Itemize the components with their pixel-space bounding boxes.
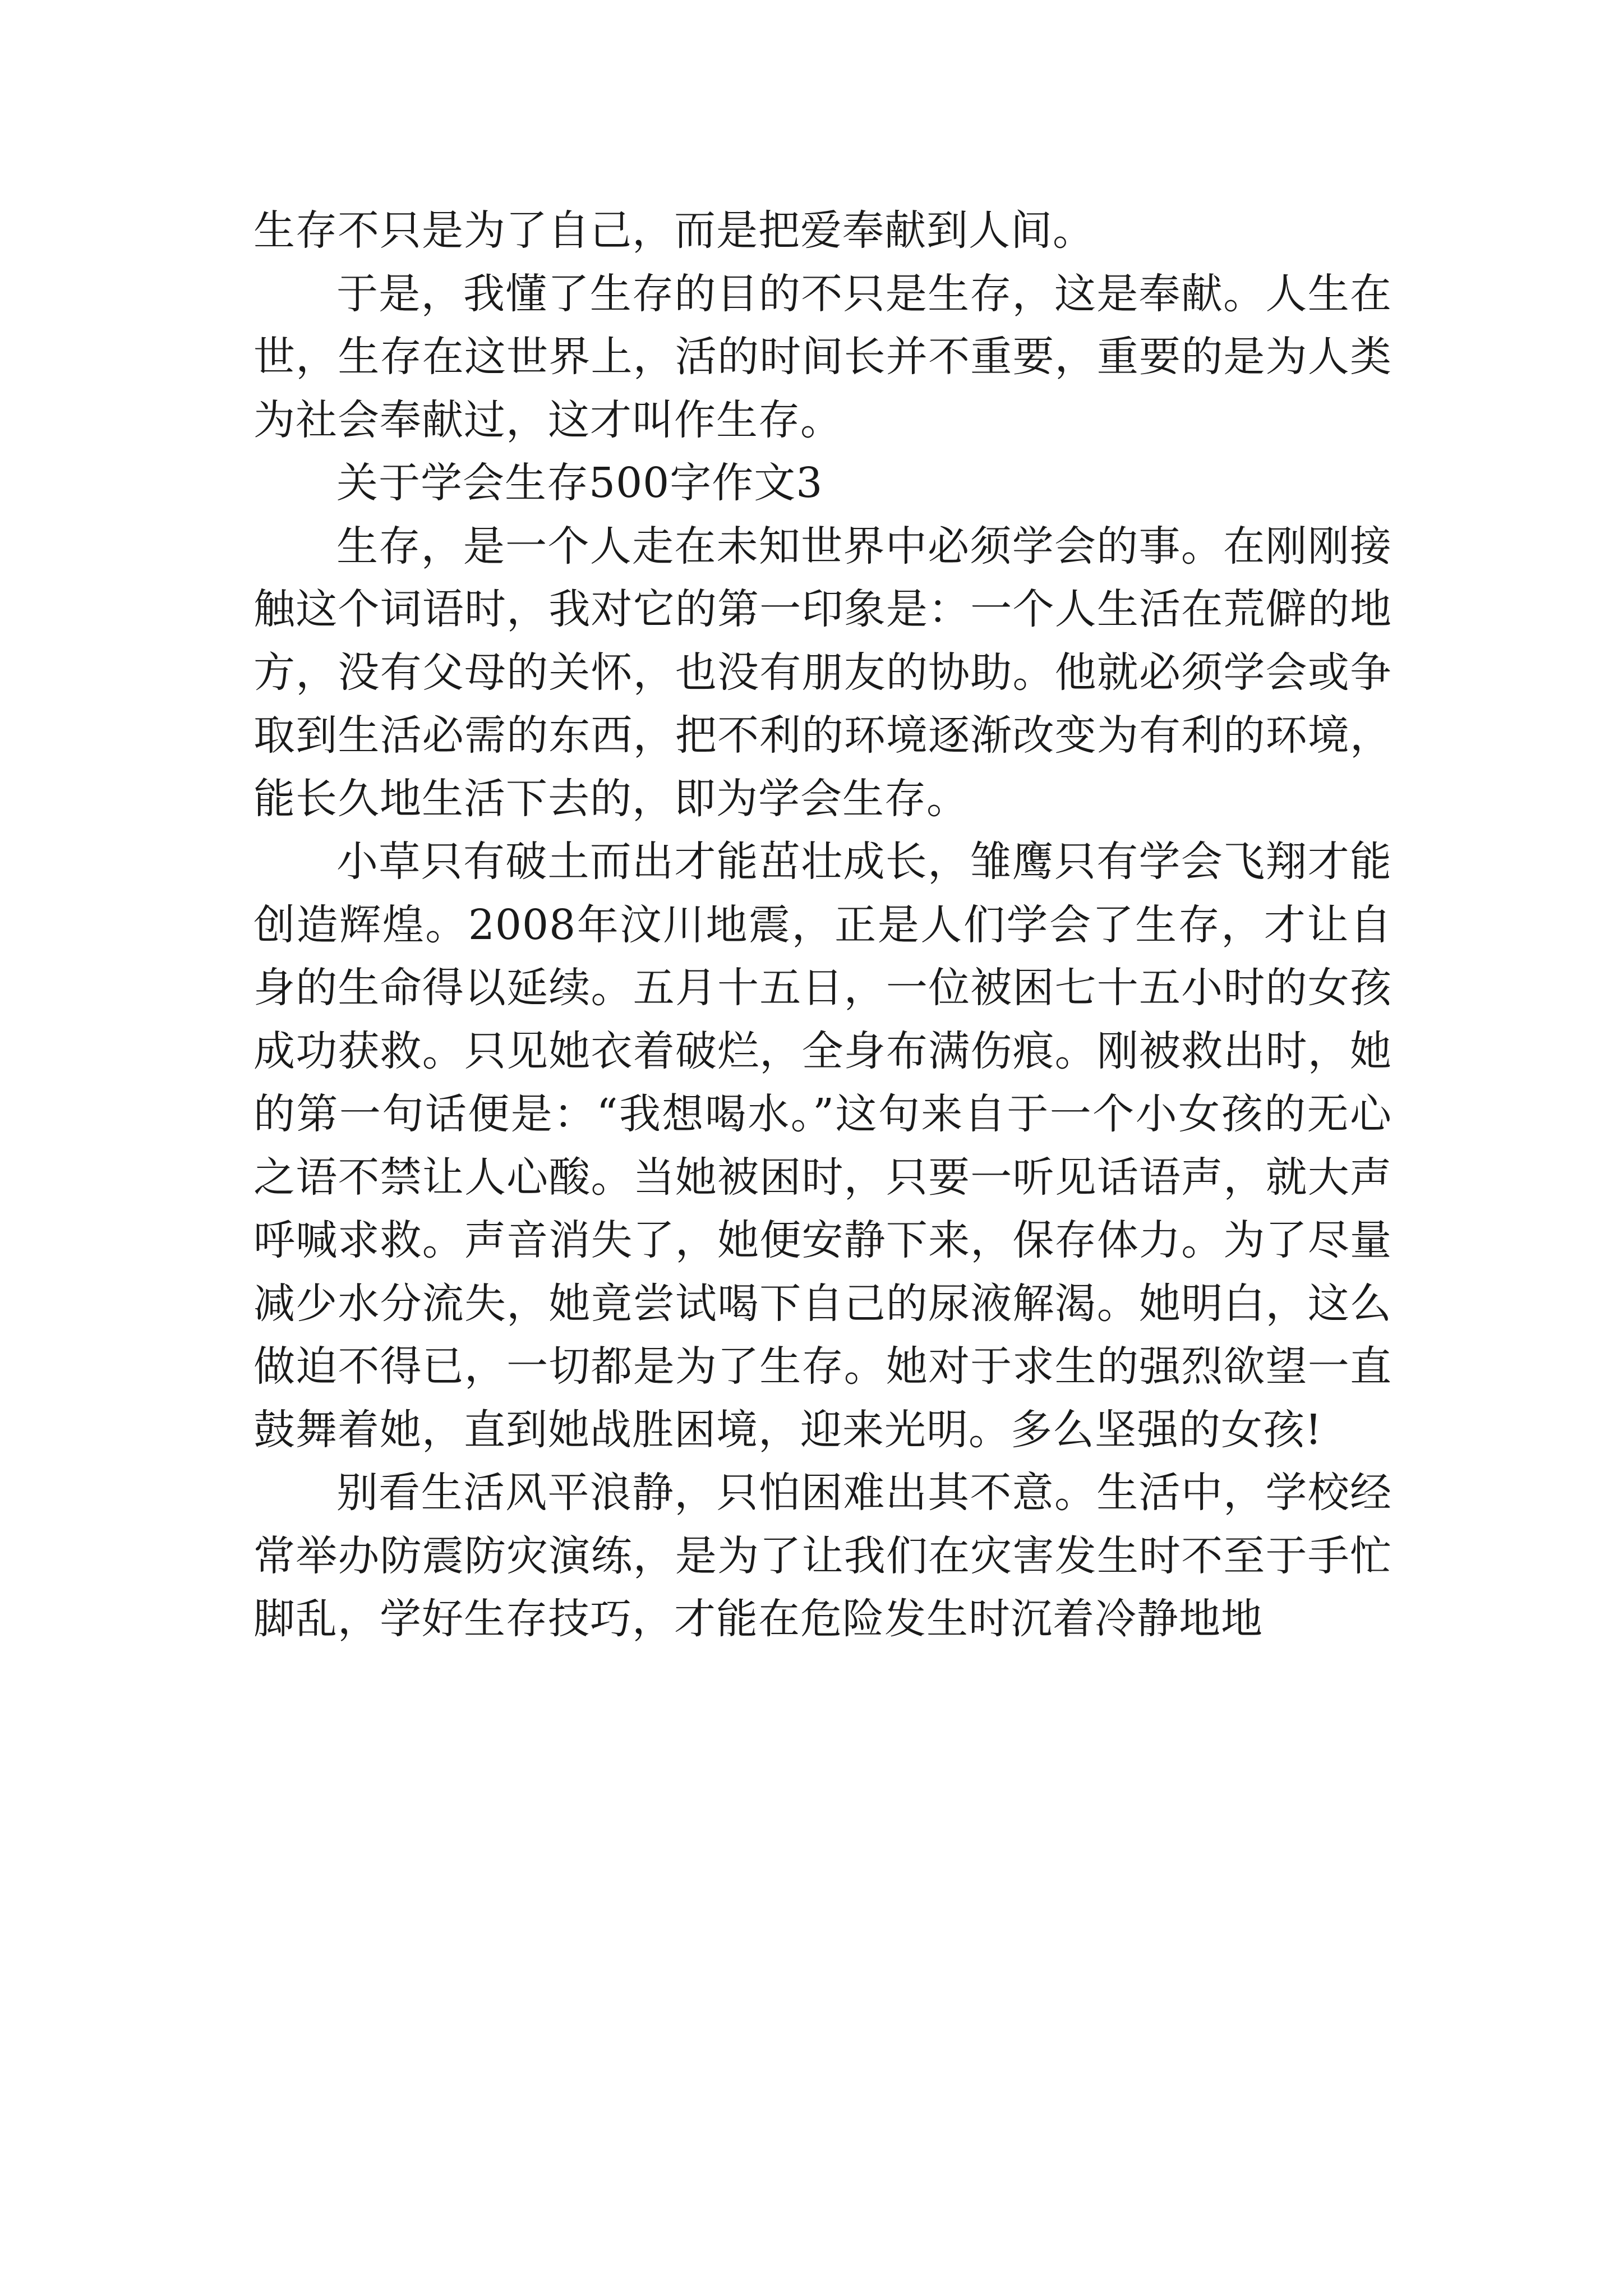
- paragraph-wenchuan-earthquake: 小草只有破土而出才能茁壮成长，雏鹰只有学会飞翔才能创造辉煌。2008年汶川地震，正是人们学会了生存，才让自身的生命得以延续。五月十五日，一位被困七十五小时的女孩成功获救。只见她衣着破烂，全身布满伤痕。刚被救出时，她的第一句话便是：“我想喝水。”这句来自于一个小女孩的无心之语不禁让人心酸。当她被困时，只要一听见话语声，就大声呼喊求救。声音消失了，她便安静下来，保存体力。为了尽量减少水分流失，她竟尝试喝下自己的尿液解渴。她明白，这么做迫不得已，一切都是为了生存。她对于求生的强烈欲望一直鼓舞着她，直到她战胜困境，迎来光明。多么坚强的女孩!: [253, 838, 1392, 1454]
- essay-body: [253, 199, 1392, 1651]
- essay-heading: 关于学会生存500字作文3: [336, 459, 823, 507]
- paragraph-continued: 生存不只是为了自己，而是把爱奉献到人间。: [253, 206, 1095, 255]
- paragraph-understood: 于是，我懂了生存的目的不只是生存，这是奉献。人生在世，生存在这世界上，活的时间长并不重要，重要的是为人类为社会奉献过，这才叫作生存。: [253, 269, 1392, 444]
- paragraph-disaster-drills: 别看生活风平浪静，只怕困难出其不意。生活中，学校经常举办防震防灾演练，是为了让我们在灾害发生时不至于手忙脚乱，学好生存技巧，才能在危险发生时沉着冷静地地: [253, 1469, 1392, 1643]
- paragraph-definition: 生存，是一个人走在未知世界中必须学会的事。在刚刚接触这个词语时，我对它的第一印象是：一个人生活在荒僻的地方，没有父母的关怀，也没有朋友的协助。他就必须学会或争取到生活必需的东西，把不利的环境逐渐改变为有利的环境，能长久地生活下去的，即为学会生存。: [253, 522, 1392, 823]
